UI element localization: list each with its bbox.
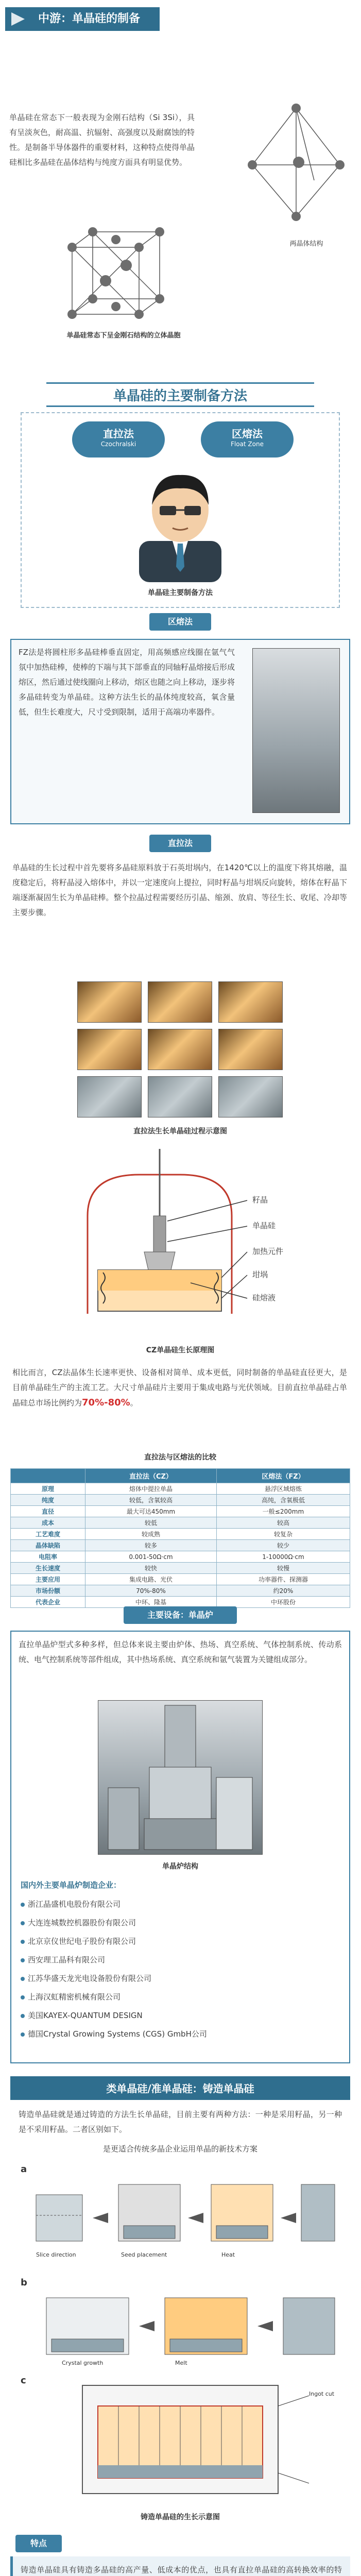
bullet-icon	[21, 2032, 25, 2037]
methods-title: 单晶硅的主要制备方法	[113, 388, 247, 404]
compare-cell: 约20%	[216, 1585, 350, 1597]
cz-step-photo	[218, 1029, 283, 1070]
cz-label-melt: 硅熔液	[252, 1293, 276, 1302]
maker-name: 西安理工晶科有限公司	[28, 1955, 106, 1964]
bubble-cz	[72, 421, 165, 457]
compare-cell: 1-10000Ω·cm	[216, 1551, 350, 1563]
maker-name: 上海汉虹精密机械有限公司	[28, 1992, 121, 2002]
compare-row-label: 电阻率	[11, 1551, 85, 1563]
cz-step-photo	[77, 981, 142, 1023]
cz-diagram-caption: CZ单晶硅生长原理图	[146, 1346, 215, 1354]
bullet-icon	[21, 1995, 25, 1999]
cz-tag: 直拉法	[149, 835, 211, 852]
bullet-icon	[21, 1977, 25, 1981]
page-header	[5, 7, 160, 31]
compare-cell: 功率器件、探测器	[216, 1574, 350, 1585]
cz-paragraph-2-prefix: 相比而言，CZ法晶体生长速率更快、设备相对简单、成本更低，同时制备的单晶硅直径更大，是目前单晶硅生产的主流工艺。大尺寸单晶硅片主要用于集成电路与光伏领域。目前直拉单晶硅占单晶硅总市场比例约为	[12, 1368, 347, 1408]
compare-row	[11, 1563, 350, 1574]
maker-item	[21, 1988, 340, 2006]
diamond-lattice-diagram	[51, 216, 185, 330]
bullet-icon	[21, 2014, 25, 2018]
compare-cell: 较多	[85, 1540, 216, 1551]
compare-row	[11, 1495, 350, 1506]
compare-cell: 一般≤200mm	[216, 1506, 350, 1517]
fz-tag: 区熔法	[149, 613, 211, 631]
compare-row	[11, 1517, 350, 1529]
bubble-fz-label: 区熔法	[232, 428, 263, 440]
maker-item	[21, 1895, 340, 1913]
maker-item	[21, 1932, 340, 1951]
compare-cell: 70%-80%	[85, 1585, 216, 1597]
cz-label-crucible: 坩埚	[252, 1270, 268, 1279]
compare-cell: 较高	[216, 1517, 350, 1529]
compare-cell: 悬浮区域熔炼	[216, 1483, 350, 1495]
compare-header-cell	[11, 1469, 85, 1483]
compare-cell: 集成电路、光伏	[85, 1574, 216, 1585]
compare-row-label: 市场份额	[11, 1585, 85, 1597]
compare-header-cell: 区熔法（FZ）	[216, 1469, 350, 1483]
maker-name: 大连连城数控机器股份有限公司	[28, 1918, 136, 1927]
cz-step-photo	[77, 1076, 142, 1117]
ingot-diagram-caption: 铸造单晶硅的生长示意图	[141, 2513, 220, 2521]
compare-row	[11, 1574, 350, 1585]
ingot-title: 类单晶硅/准单晶硅：铸造单晶硅	[106, 2082, 254, 2095]
ingot-label-melt: Melt	[175, 2360, 187, 2366]
compare-row	[11, 1506, 350, 1517]
ingot-label-cut: Ingot cut	[309, 2391, 335, 2397]
furnace-caption: 单晶炉结构	[162, 1862, 198, 1871]
compare-cell: 较成熟	[85, 1529, 216, 1540]
maker-name: 德国Crystal Growing Systems (CGS) GmbH公司	[28, 2029, 207, 2039]
maker-item	[21, 2025, 340, 2043]
ingot-label-seed: Seed placement	[121, 2251, 167, 2258]
compare-cell: 高纯，含氧极低	[216, 1495, 350, 1506]
person-caption: 单晶硅主要制备方法	[148, 589, 213, 597]
compare-row	[11, 1540, 350, 1551]
ingot-label-b: b	[21, 2277, 27, 2288]
cz-step-photo	[148, 981, 212, 1023]
compare-row-label: 成本	[11, 1517, 85, 1529]
compare-table	[10, 1468, 350, 1608]
equipment-paragraph: 直拉单晶炉型式多种多样，但总体来说主要由炉体、热场、真空系统、气体控制系统、传动系统、电气控制系统等部件组成，其中热场系统、真空系统和氩气装置为关键组成部分。	[19, 1640, 342, 1664]
compare-row	[11, 1483, 350, 1495]
compare-row-label: 工艺难度	[11, 1529, 85, 1540]
maker-name: 浙江晶盛机电股份有限公司	[28, 1900, 121, 1909]
cz-paragraph-2	[12, 1365, 347, 1411]
cz-step-photo	[218, 1076, 283, 1117]
maker-name: 北京京仪世纪电子股份有限公司	[28, 1937, 136, 1946]
compare-header-row	[11, 1469, 350, 1483]
cz-label-heater: 加热元件	[252, 1247, 284, 1256]
makers-list	[21, 1895, 340, 2043]
bubble-fz	[201, 421, 294, 457]
compare-cell: 中环、隆基	[85, 1597, 216, 1608]
compare-row-label: 晶体缺陷	[11, 1540, 85, 1551]
ingot-diagram-b	[31, 2277, 340, 2370]
maker-item	[21, 1951, 340, 1969]
maker-item	[21, 2006, 340, 2025]
compare-row	[11, 1551, 350, 1563]
equipment-tag: 主要设备：单晶炉	[124, 1606, 237, 1624]
compare-cell: 较低，含氧较高	[85, 1495, 216, 1506]
intro-paragraph: 单晶硅在常态下一般表现为金刚石结构（Si 3Si），具有呈淡灰色，耐高温、抗辐射、高强度以及耐腐蚀的特性。是制备半导体器件的重要材料，这种特点使得单晶硅相比多晶硅在晶体结构与纯度方面具有明显优势。	[9, 113, 195, 167]
compare-cell: 较低	[85, 1517, 216, 1529]
fz-paragraph: FZ法是将圆柱形多晶硅棒垂直固定，用高频感应线圈在氩气气氛中加热硅棒，使棒的下端与其下部垂直的同轴籽晶熔接后形成熔区，然后通过使线圈向上移动，熔区也随之向上移动，逐步将多晶硅转变为单晶硅。这种方法生长的晶体纯度较高，氧含量低，但生长难度大，尺寸受到限制，适用于高端功率器件。	[19, 648, 235, 717]
lattice-caption: 单晶硅常态下呈金刚石结构的立体晶胞	[66, 332, 181, 340]
compare-cell: 熔体中提拉单晶	[85, 1483, 216, 1495]
person-illustration	[124, 464, 237, 582]
maker-name: 江苏华盛天龙光电设备股份有限公司	[28, 1974, 152, 1983]
maker-item	[21, 1913, 340, 1932]
cz-paragraph: 单晶硅的生长过程中首先要将多晶硅原料放于石英坩埚内，在1420℃以上的温度下将其熔融，温度稳定后，将籽晶浸入熔体中，并以一定速度向上提拉，同时籽晶与坩埚反向旋转，熔体在籽晶下端逐渐凝固生长为单晶硅棒。整个拉晶过程需要经历引晶、缩颈、放肩、等径生长、收尾、冷却等主要步骤。	[12, 863, 347, 917]
compare-row-label: 主要应用	[11, 1574, 85, 1585]
cz-step-photo	[148, 1076, 212, 1117]
cz-share-highlight: 70%-80%	[82, 1397, 130, 1408]
compare-row-label: 直径	[11, 1506, 85, 1517]
features-tag: 特点	[15, 2535, 62, 2552]
maker-item	[21, 1969, 340, 1988]
ingot-label-slice: Slice direction	[36, 2251, 76, 2258]
bullet-icon	[21, 1903, 25, 1907]
bubble-cz-label: 直拉法	[103, 428, 134, 440]
features-paragraph: 铸造单晶硅具有铸造多晶硅的高产量、低成本的优点，也具有直拉单晶硅的高转换效率的特	[21, 2565, 342, 2574]
bullet-icon	[21, 1958, 25, 1962]
cz-label-ingot: 单晶硅	[252, 1221, 276, 1230]
compare-row-label: 原理	[11, 1483, 85, 1495]
cz-step-photo	[77, 1029, 142, 1070]
header-arrow-icon	[11, 12, 25, 26]
furnace-sketch	[98, 1700, 263, 1855]
compare-table-body	[11, 1483, 350, 1608]
bubble-fz-sub: Float Zone	[230, 440, 264, 448]
ingot-label-a: a	[21, 2164, 27, 2175]
ingot-label-heat: Heat	[221, 2251, 235, 2258]
cz-steps-caption: 直拉法生长单晶硅过程示意图	[133, 1127, 227, 1136]
compare-row-label: 纯度	[11, 1495, 85, 1506]
cz-label-seed: 籽晶	[252, 1195, 268, 1205]
cz-paragraph-2-suffix: 。	[130, 1398, 138, 1408]
bubble-cz-sub: Czochralski	[100, 440, 136, 448]
compare-caption: 直拉法与区熔法的比较	[144, 1453, 216, 1462]
compare-header-cell: 直拉法（CZ）	[85, 1469, 216, 1483]
compare-row-label: 代表企业	[11, 1597, 85, 1608]
ingot-label-c: c	[21, 2375, 26, 2386]
bullet-icon	[21, 1921, 25, 1925]
ingot-diagram-a	[31, 2164, 340, 2267]
bullet-icon	[21, 1940, 25, 1944]
cz-principle-diagram	[57, 1144, 304, 1340]
cz-steps-grid	[77, 981, 283, 1121]
compare-row-label: 生长速度	[11, 1563, 85, 1574]
ingot-diagram-c	[31, 2375, 340, 2504]
cz-step-photo	[148, 1029, 212, 1070]
compare-cell: 较快	[85, 1563, 216, 1574]
cz-step-photo	[218, 981, 283, 1023]
tetrahedron-caption: 两晶体结构	[289, 240, 323, 248]
compare-cell: 最大可达450mm	[85, 1506, 216, 1517]
ingot-note: 是更适合传统多晶企业运用单晶的新技术方案	[102, 2144, 257, 2154]
compare-cell: 中环股份	[216, 1597, 350, 1608]
ingot-label-growth: Crystal growth	[62, 2360, 104, 2366]
compare-cell: 较慢	[216, 1563, 350, 1574]
compare-row	[11, 1585, 350, 1597]
compare-cell: 较少	[216, 1540, 350, 1551]
ingot-paragraph: 铸造单晶硅就是通过铸造的方法生长单晶硅，目前主要有两种方法：一种是采用籽晶，另一种是不采用籽晶。二者区别如下。	[19, 2110, 342, 2134]
compare-cell: 0.001-50Ω·cm	[85, 1551, 216, 1563]
makers-title: 国内外主要单晶炉制造企业：	[21, 1880, 122, 1890]
compare-row	[11, 1529, 350, 1540]
tetrahedron-diagram	[242, 103, 350, 227]
page-title: 中游：单晶硅的制备	[38, 12, 141, 25]
maker-name: 美国KAYEX-QUANTUM DESIGN	[28, 2011, 143, 2020]
compare-cell: 较复杂	[216, 1529, 350, 1540]
fz-equipment-photo	[252, 648, 340, 813]
